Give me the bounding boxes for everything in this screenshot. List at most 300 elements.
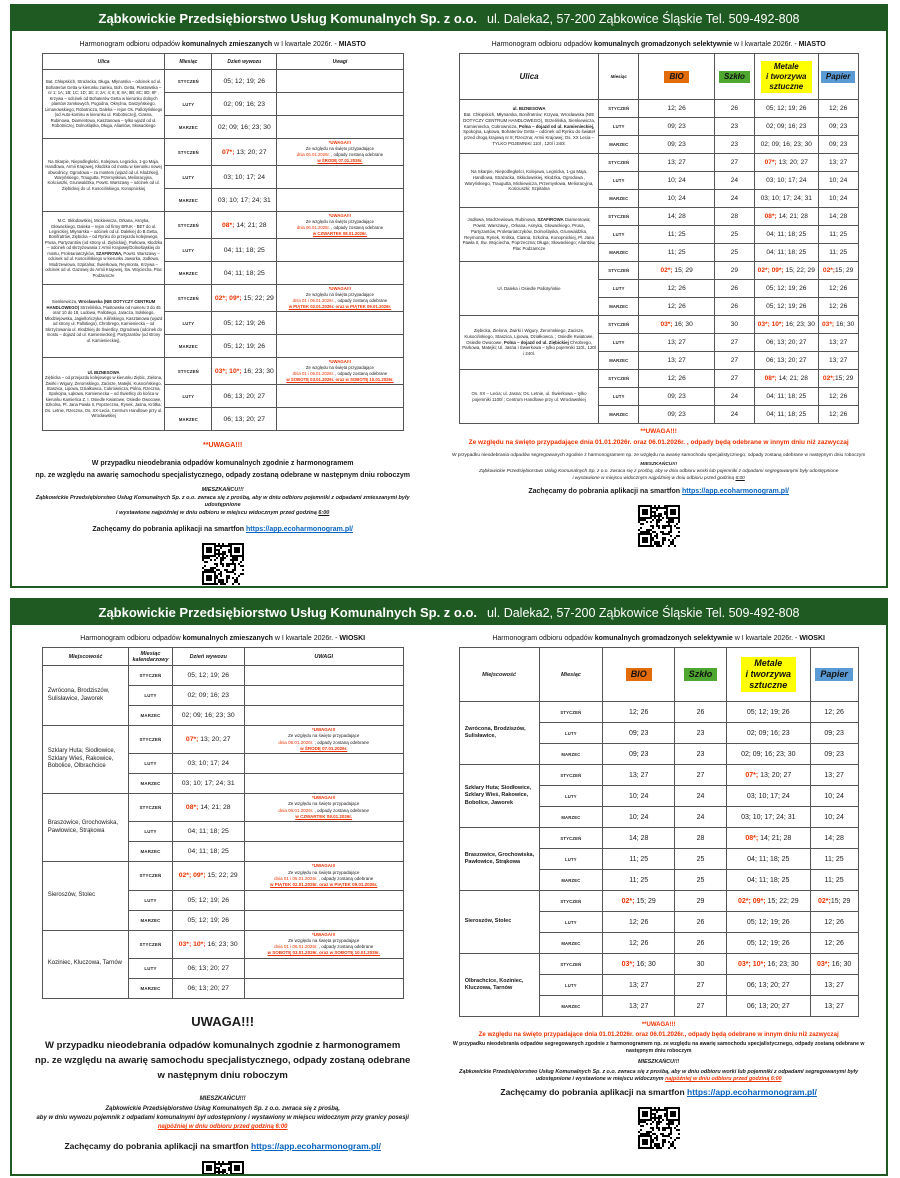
- pickup-days-cell: 05; 12; 19; 26: [172, 666, 244, 686]
- month-cell: STYCZEŃ: [165, 285, 212, 312]
- qr-code: [202, 1161, 244, 1174]
- papier-days-cell: 02*;15; 29: [818, 370, 858, 388]
- bio-days-cell: 12; 26: [603, 702, 675, 723]
- papier-column-header: [818, 54, 858, 100]
- month-cell: LUTY: [129, 890, 172, 910]
- panel-wioski: [10, 598, 888, 1176]
- month-cell: LUTY: [599, 388, 639, 406]
- note-line: *UWAGA!!!: [328, 359, 352, 365]
- papier-label-chip: [815, 668, 853, 681]
- schedule-row: [459, 954, 858, 975]
- bio-days-cell: 12; 26: [639, 100, 715, 118]
- note-line: dnia 01 i 06.01.2026r. , odpady zostaną odebrane: [292, 371, 388, 377]
- szklo-days-cell: 26: [715, 298, 755, 316]
- footer-line: np. ze względu na awarię samochodu specjalistycznego, odpady zostaną odebrane: [35, 1055, 411, 1067]
- papier-days-cell: 09; 23: [810, 744, 858, 765]
- papier-days-cell: 12; 26: [818, 100, 858, 118]
- qr-code: [638, 1107, 680, 1149]
- note-line: Ze względu na święto przypadające: [305, 219, 374, 225]
- month-cell: LUTY: [129, 686, 172, 706]
- selective-schedule-table-container: [441, 53, 876, 424]
- street-cell: Szklary Huta; Siodłowice, Szklary Wieś, Rakowice, Bobolice, Olbrachcice: [42, 726, 129, 794]
- month-cell: LUTY: [129, 958, 172, 978]
- qr-code: [202, 543, 244, 585]
- month-cell: LUTY: [165, 93, 212, 116]
- selective-schedule-table-container: [441, 647, 876, 1017]
- papier-days-cell: 13; 27: [810, 765, 858, 786]
- szklo-days-cell: 30: [675, 954, 727, 975]
- schedule-row: [459, 828, 858, 849]
- note-cell: [244, 706, 403, 726]
- column-header-label: Ulica: [97, 58, 110, 65]
- note-line: dnia 06.01.2026r. , odpady zostaną odebrane: [278, 807, 369, 813]
- bio-days-cell: 11; 25: [639, 226, 715, 244]
- pickup-days-cell: 05; 12; 19; 26: [212, 335, 277, 358]
- mixed-waste-section: [16, 33, 427, 586]
- papier-days-cell: 13; 27: [818, 352, 858, 370]
- metale-days-cell: 03; 10; 17; 24; 31: [754, 190, 818, 208]
- metale-days-cell: 08*; 14; 21; 28: [754, 370, 818, 388]
- note-cell: [244, 686, 403, 706]
- footer-line: **UWAGA!!!: [640, 428, 677, 435]
- metale-days-cell: 04; 11; 18; 25: [754, 406, 818, 424]
- bio-days-cell: 03*; 16; 30: [639, 316, 715, 334]
- footer-line: i wystawione najpóźniej w dniu odbioru w miejscu widocznym przed godziną 6:00: [116, 509, 330, 516]
- pickup-days-cell: 04; 11; 18; 25: [172, 822, 244, 842]
- month-cell: LUTY: [129, 754, 172, 774]
- company-address: ul. Daleka2, 57-200 Ząbkowice Śląskie Tel. 509-492-808: [487, 11, 800, 26]
- papier-days-cell: 11; 25: [810, 870, 858, 891]
- month-cell: STYCZEŃ: [129, 726, 172, 754]
- company-address: ul. Daleka2, 57-200 Ząbkowice Śląskie Tel. 509-492-808: [487, 605, 800, 620]
- panel-miasto: [10, 4, 888, 588]
- month-cell: MARZEC: [539, 807, 603, 828]
- bin-label: BIO: [669, 71, 684, 81]
- bio-days-cell: 09; 23: [603, 744, 675, 765]
- note-cell: [244, 754, 403, 774]
- szklo-days-cell: 29: [675, 891, 727, 912]
- month-cell: LUTY: [599, 226, 639, 244]
- selective-waste-section: [427, 33, 882, 586]
- bin-label: Papier: [825, 71, 851, 81]
- bio-days-cell: 13; 27: [603, 975, 675, 996]
- month-cell: MARZEC: [165, 189, 212, 212]
- column-header: [459, 54, 599, 100]
- footer-line: Ząbkowickie Przedsiębiorstwo Usług Komunalnych Sp. z o.o. zwraca się z prośbą, aby w dniu odbioru pojemniki z odpadami zmieszanymi były udostępnione: [35, 494, 410, 509]
- month-cell: LUTY: [599, 280, 639, 298]
- bio-days-cell: 11; 25: [603, 870, 675, 891]
- footer-line: Ząbkowickie Przedsiębiorstwo Usług Komunalnych Sp. z o.o. zwraca się z prośbą,: [105, 1105, 340, 1112]
- bio-days-cell: 09; 23: [639, 118, 715, 136]
- note-cell: [244, 726, 403, 754]
- pickup-days-cell: 03; 10; 17; 24; 31: [172, 774, 244, 794]
- bio-days-cell: 12; 26: [639, 280, 715, 298]
- bio-days-cell: 09; 23: [639, 406, 715, 424]
- column-header-label: Miesiąc: [610, 74, 627, 79]
- column-header: [539, 648, 603, 702]
- panel-body: [12, 625, 886, 1174]
- month-cell: STYCZEŃ: [539, 891, 603, 912]
- metale-days-cell: 04; 11; 18; 25: [754, 226, 818, 244]
- bio-days-cell: 09; 23: [639, 388, 715, 406]
- month-cell: STYCZEŃ: [539, 765, 603, 786]
- month-cell: MARZEC: [599, 406, 639, 424]
- pickup-days-cell: 05; 12; 19; 26: [172, 890, 244, 910]
- note-line: dnia 06.01.2026r. , odpady zostaną odebrane: [278, 739, 369, 745]
- schedule-row: [459, 702, 858, 723]
- month-cell: STYCZEŃ: [165, 139, 212, 166]
- column-header-label: Miesiąc: [560, 671, 581, 678]
- month-cell: LUTY: [165, 312, 212, 335]
- street-cell: M.C. Skłodowskiej, Mickiewicza, Orkana, Asnyka, Głowackiego, Daleka – rejon od firmy BRUK - BET do ul. Legnickiej, Młynarska – odcinek od ul. Dalekiej do B.Getta, Bonifratrów, Ziębicka – od Rynku do przejazdu kolejowego, Prusa, Partyzantów (od strony ul. Ziębickiej), Parkowa, Kłodzka – odcinek od skrzyżowania z Armii Krajowej/Dolnośląskiej do mostu, Proletariatczyków, SZAFIROWA, Powst. Warszawy – odcinek od ul. Kusocińskiego w kierunku Jaworka, Jodłowa, Modrzewiowa, Szpitalna; Świerkowa, Reymonta, Krzywa – odcinek od ul. Gazowej do Armii Krajowej, Św. Wojciecha, Plac Podzamcze: [42, 212, 165, 285]
- metale-days-cell: 02; 09; 16; 23; 30: [726, 744, 810, 765]
- pickup-days-cell: 06; 13; 20; 27: [212, 385, 277, 408]
- szklo-days-cell: 27: [675, 996, 727, 1017]
- footer-line: W przypadku nieodebrania odpadów komunalnych zgodnie z harmonogramem: [45, 1040, 401, 1052]
- papier-days-cell: 12; 26: [818, 406, 858, 424]
- metale-days-cell: 05; 12; 19; 26: [754, 280, 818, 298]
- note-line: w ŚRODĘ 07.01.2026r.: [300, 745, 348, 751]
- schedule-row: [42, 285, 403, 312]
- metale-days-cell: 08*; 14; 21; 28: [754, 208, 818, 226]
- szklo-days-cell: 26: [675, 912, 727, 933]
- szklo-days-cell: 23: [675, 744, 727, 765]
- bio-days-cell: 13; 27: [603, 996, 675, 1017]
- month-cell: LUTY: [129, 822, 172, 842]
- szklo-days-cell: 24: [675, 786, 727, 807]
- note-line: dnia 01 i 06.01.2026r. , odpady zostaną odebrane: [274, 875, 374, 881]
- mixed-schedule-table-container: [26, 647, 419, 999]
- column-header-label: Miejscowość: [482, 671, 517, 678]
- street-cell: Na Skarpie, Niepodległości, Kolejowa, Legnicka, 1-go Maja, Handlowa, Armii Krajowej, Kłodzka od mostu w kierunku nowej obwodnicy, Ogrodowa – za mostem (wjazd od ul. Kłodzkiej), Waryńskiego, Traugutta, Przemysłowa, Melioracyjna, Kościuszki, Grunwaldzka, Powst. Warszawy – odcinek od ul. Ziębickiej do ul. Kusocińskiego, Konopnickiej: [42, 139, 165, 212]
- note-line: *UWAGA!!!: [311, 863, 336, 869]
- pickup-days-cell: 02*; 09*; 15; 22; 29: [212, 285, 277, 312]
- month-cell: LUTY: [165, 385, 212, 408]
- mixed-schedule-table: [42, 647, 404, 999]
- pickup-days-cell: 08*; 14; 21; 28: [212, 212, 277, 239]
- selective-schedule-title: Harmonogram odbioru odpadów komunalnych gromadzonych selektywnie w I kwartale 2026r. - MIASTO: [491, 41, 826, 48]
- bio-label-chip: [626, 668, 652, 681]
- note-line: w PIĄTEK 02.01.2026r. oraz w PIĄTEK 09.01.2026r.: [270, 882, 378, 888]
- mixed-schedule-table-container: [26, 53, 419, 431]
- bio-days-cell: 03*; 16; 30: [603, 954, 675, 975]
- ecoharmonogram-link[interactable]: https://app.ecoharmonogram.pl/: [251, 1141, 381, 1152]
- month-cell: MARZEC: [599, 136, 639, 154]
- column-header-label: Ulica: [519, 72, 539, 81]
- metale-days-cell: 05; 12; 19; 26: [754, 100, 818, 118]
- szklo-days-cell: 26: [675, 933, 727, 954]
- papier-days-cell: 09; 23: [810, 723, 858, 744]
- pickup-days-cell: 03; 10; 17; 24: [172, 754, 244, 774]
- bio-days-cell: 11; 25: [603, 849, 675, 870]
- note-line: w ŚRODĘ 07.01.2026r.: [317, 158, 363, 164]
- column-header: [212, 54, 277, 70]
- schedule-row: [459, 891, 858, 912]
- panel-body: [12, 31, 886, 586]
- szklo-label-chip: [684, 668, 718, 681]
- street-cell: Na Skarpie, Niepodległości, Kolejowa, Legnicka, 1-go Maja, Handlowa, Strażacka, Skłodowskiej, Kłodzka, Ogrodowa , Waryńskiego, Traugutta, Mickiewicza, Przemysłowa, Melioracyjna, Kościuszki; Szpitalna: [459, 154, 599, 208]
- panel-header-bar: [12, 600, 886, 625]
- papier-days-cell: 10; 24: [818, 172, 858, 190]
- papier-days-cell: 12; 26: [810, 933, 858, 954]
- szklo-days-cell: 27: [715, 334, 755, 352]
- street-cell: Bat. Chłopskich, Strażacka, Długa, Młynarska – odcinek od ul. Bohaterów Getta w kierunku zamku, Boh. Getta, Piastowska – nr 1; 1A; 1B; 1C; 1D; 1E; 2; 2A; 4; 6; 8; 8A; 8B; 8C; 8D; 8F , Krzywa – odcinek od Bohaterów Getta w kierunku dolnych plantów zamkowych, Pogodna, Okrężna, Daszyńskiego, Limanowskiego, Robotnicza, Daleka – rejon Os. Pallotyńskiego (od Auto-komisu w kierunku ul. Robotniczej), Ciasna, Rubinowa, Diamentowa, Kasztanowa – tylko wjazd od ul. Robotniczej, Dolnośląska, Długa, Aliantów, Słowackiego: [42, 70, 165, 139]
- papier-days-cell: 12; 26: [818, 298, 858, 316]
- mixed-schedule-footer: [26, 1013, 419, 1174]
- month-cell: STYCZEŃ: [165, 70, 212, 93]
- note-line: dnia 06.01.2026r. , odpady zostaną odebrane: [296, 152, 384, 158]
- ecoharmonogram-link[interactable]: https://app.ecoharmonogram.pl/: [246, 526, 353, 534]
- month-cell: LUTY: [539, 912, 603, 933]
- szklo-days-cell: 27: [675, 765, 727, 786]
- papier-days-cell: 12; 26: [810, 912, 858, 933]
- schedule-row: [42, 358, 403, 385]
- column-header: [459, 648, 539, 702]
- papier-days-cell: 13; 27: [810, 996, 858, 1017]
- note-cell: [244, 842, 403, 862]
- footer-line: MIESZKAŃCU!!!: [199, 1095, 246, 1102]
- footer-line: aby w dniu wywozu pojemnik z odpadami komunalnymi był udostępniony i wystawiony w miejscu widocznym przy granicy posesji: [36, 1114, 409, 1121]
- pickup-days-cell: 03; 10; 17; 24; 31: [212, 189, 277, 212]
- metale-days-cell: 05; 12; 19; 26: [726, 912, 810, 933]
- pickup-days-cell: 07*; 13; 20; 27: [212, 139, 277, 166]
- note-line: Ze względu na święta przypadające: [305, 292, 374, 298]
- bio-days-cell: 09; 23: [603, 723, 675, 744]
- footer-line: **UWAGA!!!: [641, 1022, 676, 1028]
- metale-days-cell: 02*; 09*; 15; 22; 29: [754, 262, 818, 280]
- schedule-row: [459, 262, 858, 280]
- szklo-days-cell: 25: [675, 870, 727, 891]
- schedule-row: [459, 370, 858, 388]
- schedule-row: [42, 726, 403, 754]
- column-header-label: Miesiąc: [140, 650, 161, 657]
- column-header: [244, 648, 403, 666]
- month-cell: STYCZEŃ: [165, 358, 212, 385]
- street-cell: Szklary Huta; Siodłowice, Szklary Wieś, Rakowice, Bobolice, Jaworek: [459, 765, 539, 828]
- szklo-days-cell: 30: [715, 316, 755, 334]
- note-cell: [277, 116, 403, 139]
- bio-days-cell: 14; 28: [603, 828, 675, 849]
- month-cell: MARZEC: [165, 116, 212, 139]
- pickup-days-cell: 04; 11; 18; 25: [212, 239, 277, 262]
- selective-schedule-footer: [441, 428, 876, 552]
- metale-label-chip: [761, 61, 811, 93]
- bio-days-cell: 02*; 15; 29: [639, 262, 715, 280]
- street-cell: Braszowice, Grochowiska, Pawłowice, Strąkowa: [459, 828, 539, 891]
- papier-days-cell: 02*;15; 29: [818, 262, 858, 280]
- month-cell: MARZEC: [165, 262, 212, 285]
- qr-wrap: [441, 505, 876, 552]
- note-line: dnia 01 i 06.01.2026r. , odpady zostaną odebrane: [292, 298, 388, 304]
- note-cell: [244, 822, 403, 842]
- note-line: w CZWARTEK 08.01.2026r.: [295, 814, 353, 820]
- pickup-days-cell: 02; 09; 16; 23: [172, 686, 244, 706]
- szklo-days-cell: 25: [675, 849, 727, 870]
- bio-days-cell: 13; 27: [639, 352, 715, 370]
- schedule-row: [42, 212, 403, 239]
- szklo-days-cell: 24: [715, 406, 755, 424]
- note-cell: [244, 958, 403, 978]
- footer-line: Ze względu na święto przypadające dnia 01.01.2026r. oraz 06.01.2026r. , odpady będą odebrane w innym dniu niż zazwyczaj: [468, 438, 849, 446]
- column-header: [599, 54, 639, 100]
- metale-days-cell: 05; 12; 19; 26: [754, 298, 818, 316]
- papier-days-cell: 13; 27: [810, 975, 858, 996]
- street-cell: Sieroszów, Stolec: [42, 862, 129, 930]
- szklo-days-cell: 28: [715, 208, 755, 226]
- pickup-days-cell: 02; 09; 16; 23; 30: [212, 116, 277, 139]
- bin-label: i tworzywa: [745, 668, 792, 679]
- month-cell: STYCZEŃ: [129, 666, 172, 686]
- footer-line: Zachęcamy do pobrania aplikacji na smartfon https://app.ecoharmonogram.pl/: [528, 488, 789, 496]
- street-cell: Ul. Daleka i Osiedle Pallotyńskie: [459, 262, 599, 316]
- szklo-days-cell: 26: [675, 702, 727, 723]
- month-cell: STYCZEŃ: [599, 100, 639, 118]
- papier-days-cell: 10; 24: [818, 190, 858, 208]
- mixed-waste-section: [16, 627, 427, 1174]
- note-cell: [244, 794, 403, 822]
- note-cell: [244, 890, 403, 910]
- month-cell: LUTY: [599, 334, 639, 352]
- pickup-days-cell: 06; 13; 20; 27: [212, 408, 277, 431]
- month-cell: STYCZEŃ: [165, 212, 212, 239]
- selective-schedule-table: [459, 647, 859, 1017]
- note-cell: [277, 166, 403, 189]
- month-cell: LUTY: [539, 723, 603, 744]
- szklo-days-cell: 24: [715, 388, 755, 406]
- schedule-row: [42, 930, 403, 958]
- metale-days-cell: 04; 11; 18; 25: [754, 388, 818, 406]
- month-cell: STYCZEŃ: [539, 828, 603, 849]
- qr-wrap: [26, 543, 419, 586]
- note-line: Ze względu na święta przypadające: [288, 937, 360, 943]
- pickup-days-cell: 05; 12; 19; 26: [212, 70, 277, 93]
- schedule-row: [459, 765, 858, 786]
- pickup-days-cell: 05; 12; 19; 26: [172, 910, 244, 930]
- pickup-days-cell: 02; 09; 16; 23: [212, 93, 277, 116]
- street-cell: ul. BIZNESOWA Bat. Chłopskich, Młynarska, Bonifratrów; Krzywa, Wrocławska (NIE DOTYCZY CENTRUM HANDLOWEGO), Strzelińska, Sienkiewicza, Kamieniecka, Cukrownicza, Polna – dojazd od ul. Kamienieckiej, Spokojna, Łąkowa, Bohaterów Getta – odcinek od Rynku do świateł przed drogą krajową nr 8; Rzeczna; Armii Krajowej; Os. XX Lecia – TYLKO POJEMNIKI 110l , 120l i 240l.: [459, 100, 599, 154]
- papier-days-cell: 13; 27: [818, 154, 858, 172]
- street-cell: Sienkiewicza, Wrocławska (NIE DOTYCZY CENTRUM HANDLOWEGO) Strzelińska, Piastowska od numeru 3 do 45 oraz 10 do 18, Ludowa, Pallotiego, Jaracza, Solskiego, Młodziejowska, Jagiellończyka, Kilińskiego, Kasztanowa (wjazd od strony ul. Pallotiego), Chrobrego, Kamieniecka – od Skrzyżowania ul. Kłodzkiej do Świetlicy, Ogrodowa (odcinek do mostu – dojazd od ul. Kamienieckiej), Partyzantów (od strony ul. Kamienieckiej),: [42, 285, 165, 358]
- month-cell: LUTY: [165, 166, 212, 189]
- bio-days-cell: 11; 25: [639, 244, 715, 262]
- szklo-days-cell: 27: [675, 975, 727, 996]
- schedule-row: [42, 70, 403, 93]
- street-cell: Ul. BIZNESOWA Ziębicka – od przejazdu kolejowego w kierunku Ziębic, Zielona, Żwirki i Wigury, Żeromskiego, Zacisze, Matejki, Kusocińskiego, Staszica, Lipowa, Działkowca, Cukrownicza, Polna, Rzeczna, Spokojna, Łąkowa, Kamieniecka – od Świetlicy do końca w kierunku Kamieńca Z. I, Osiedle Kwiatowe, Osiedle Owocowe, Szkolna, Pl. Jana Pawła II, Poprzeczna, Rynek, Jasna, Krótka; Os. Letnie, Rzeczna, Os. XX-Lecia, Centrum Handlowe przy ul. Wrocławskiej: [42, 358, 165, 431]
- street-cell: Ziębicka, Zielona, Żwirki i Wigury, Żeromskiego, Zacisze, Kusocińskiego, Staszica, Lipowa, Działkowca, ; Osiedle Kwiatowe, Osiedle Owocowe, Polna – dojazd od ul. Ziębickiej Chrobrego, Parkowa, Matejki; Ul. Jasna i Świerkowa – tylko pojemniki 110l., 120l i 240l.: [459, 316, 599, 370]
- street-cell: Koziniec, Kluczowa, Tarnów: [42, 930, 129, 998]
- metale-days-cell: 04; 11; 18; 25: [726, 849, 810, 870]
- bin-label: BIO: [630, 668, 647, 679]
- szklo-label-chip: [719, 71, 750, 83]
- schedule-row: [42, 139, 403, 166]
- note-cell: [277, 312, 403, 335]
- month-cell: MARZEC: [599, 190, 639, 208]
- note-cell: [277, 212, 403, 239]
- schedule-row: [459, 154, 858, 172]
- metale-days-cell: 02; 09; 16; 23; 30: [754, 136, 818, 154]
- street-cell: Olbrachcice, Koziniec, Kluczowa, Tarnów: [459, 954, 539, 1017]
- metale-days-cell: 07*; 13; 20; 27: [754, 154, 818, 172]
- szklo-days-cell: 24: [715, 190, 755, 208]
- bin-label: Metale: [773, 61, 799, 71]
- papier-days-cell: 03*; 16; 30: [818, 316, 858, 334]
- note-line: *UWAGA!!!: [311, 727, 336, 732]
- qr-wrap: [441, 1107, 876, 1154]
- papier-days-cell: 09; 23: [818, 118, 858, 136]
- column-header-label: Dzień wywozu: [189, 653, 227, 660]
- month-cell: MARZEC: [129, 774, 172, 794]
- company-name: Ząbkowickie Przedsiębiorstwo Usług Komunalnych Sp. z o.o.: [98, 605, 478, 620]
- note-line: *UWAGA!!!: [328, 140, 352, 145]
- papier-days-cell: 03*; 16; 30: [810, 954, 858, 975]
- note-cell: [277, 335, 403, 358]
- footer-line: Ząbkowickie Przedsiębiorstwo Usług Komunalnych Sp. z o.o. zwraca się z prośbą, aby w dniu odbioru worki lub pojemniki z odpadami segregowanymi były udostępnione i wystawione w miejscu widocznym najpóźniej w dniu odbioru przed godziną 6:00: [459, 1068, 859, 1083]
- column-header: [277, 54, 403, 70]
- month-cell: STYCZEŃ: [539, 954, 603, 975]
- metale-days-cell: 08*; 14; 21; 28: [726, 828, 810, 849]
- bin-label: Szkło: [723, 71, 745, 81]
- szklo-days-cell: 23: [715, 118, 755, 136]
- table-header-row: [459, 54, 858, 100]
- note-cell: [277, 262, 403, 285]
- column-header: [42, 54, 165, 70]
- month-cell: LUTY: [539, 975, 603, 996]
- note-line: w SOBOTĘ 03.01.2026r. oraz w SOBOTĘ 10.01.2026r.: [267, 950, 380, 956]
- note-line: *UWAGA!!!: [328, 286, 352, 292]
- mixed-schedule-table: [42, 53, 404, 431]
- street-cell: Braszowice, Grochowiska, Pawłowice, Strąkowa: [42, 794, 129, 862]
- metale-days-cell: 06; 13; 20; 27: [726, 975, 810, 996]
- metale-days-cell: 06; 13; 20; 27: [754, 334, 818, 352]
- metale-days-cell: 02*; 09*; 15; 22; 29: [726, 891, 810, 912]
- month-cell: LUTY: [599, 118, 639, 136]
- pickup-days-cell: 05; 12; 19; 26: [212, 312, 277, 335]
- note-cell: [277, 189, 403, 212]
- szklo-days-cell: 26: [715, 100, 755, 118]
- footer-line: Zachęcamy do pobrania aplikacji na smartfon https://app.ecoharmonogram.pl/: [92, 526, 353, 534]
- footer-line: UWAGA!!!: [191, 1013, 255, 1029]
- column-header-label: Dzień wywozu: [227, 58, 262, 65]
- ecoharmonogram-link[interactable]: https://app.ecoharmonogram.pl/: [682, 488, 789, 496]
- pickup-days-cell: 04; 11; 18; 25: [172, 842, 244, 862]
- month-cell: MARZEC: [539, 870, 603, 891]
- ecoharmonogram-link[interactable]: https://app.ecoharmonogram.pl/: [687, 1087, 817, 1098]
- month-cell: STYCZEŃ: [599, 370, 639, 388]
- month-cell: MARZEC: [165, 408, 212, 431]
- papier-days-cell: 10; 24: [810, 786, 858, 807]
- pickup-days-cell: 06; 13; 20; 27: [172, 958, 244, 978]
- note-line: *UWAGA!!!: [311, 931, 336, 937]
- table-header-row: [42, 54, 403, 70]
- metale-days-cell: 04; 11; 18; 25: [726, 870, 810, 891]
- selective-schedule-footer: [441, 1021, 876, 1154]
- note-line: *UWAGA!!!: [328, 213, 352, 219]
- szklo-column-header: [675, 648, 727, 702]
- note-cell: [244, 666, 403, 686]
- month-cell: MARZEC: [129, 910, 172, 930]
- note-cell: [244, 978, 403, 998]
- bio-days-cell: 12; 26: [603, 912, 675, 933]
- note-line: Ze względu na święta przypadające: [305, 365, 374, 371]
- schedule-row: [42, 862, 403, 890]
- column-header-label: Miejscowość: [68, 653, 103, 660]
- schedule-row: [459, 100, 858, 118]
- metale-days-cell: 02; 09; 16; 23: [754, 118, 818, 136]
- month-cell: STYCZEŃ: [129, 794, 172, 822]
- bio-days-cell: 12; 26: [639, 370, 715, 388]
- papier-days-cell: 11; 25: [810, 849, 858, 870]
- szklo-days-cell: 25: [715, 244, 755, 262]
